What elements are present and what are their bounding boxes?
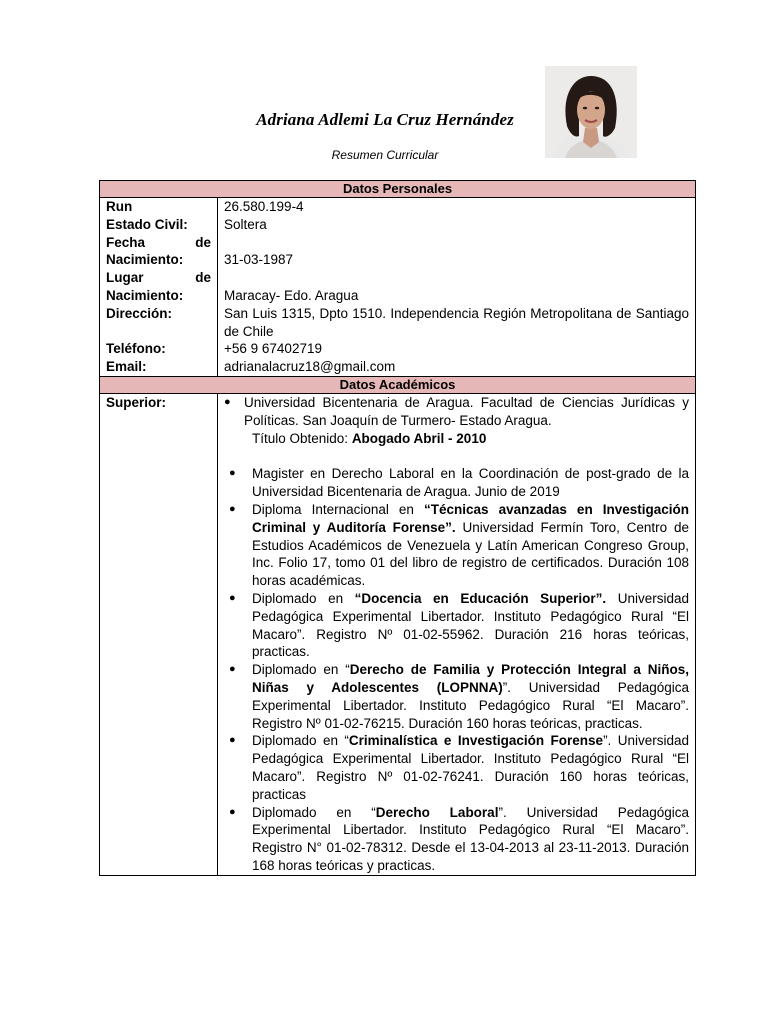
education-text-pre: Diploma Internacional en	[252, 501, 424, 517]
bullet-icon: ●	[224, 395, 231, 408]
education-item	[224, 804, 689, 875]
value-lugar-nacimiento: Maracay- Edo. Aragua	[224, 287, 359, 303]
education-text-post: ”. Universidad Pedagógica Experimental Libertador. Instituto Pedagógico Rural “El Macaro”. Registro Nº 01-02-76215. Duración 160 horas teóricas, practicas.	[252, 679, 690, 731]
education-text-post: ”. Universidad Pedagógica Experimental Libertador. Instituto Pedagógico Rural “El Macaro”. Registro Nº 01-02-76241. Duración 160 horas teóricas, practicas	[252, 733, 690, 802]
education-text-post: Universidad Fermín Toro, Centro de Estudios Académicos de Venezuela y Latín American Congreso Group, Inc. Folio 17, tomo 01 del libro de registro de certificados. Duración 108 horas académicas.	[252, 519, 690, 589]
personal-values	[218, 198, 696, 377]
academic-header-row	[100, 376, 696, 393]
cv-table	[99, 180, 696, 876]
value-run: 26.580.199-4	[224, 199, 304, 214]
label-lugar-line	[106, 269, 211, 287]
label-nacimiento: Nacimiento:	[106, 252, 184, 268]
education-text-post: Universidad Pedagógica Experimental Libertador. Instituto Pedagógico Rural “El Macaro”. Registro Nº 01-02-55962. Duración 216 horas teóricas, practicas.	[252, 590, 690, 660]
section-title-personal: Datos Personales	[100, 181, 696, 198]
education-text: Magister en Derecho Laboral en la Coordinación de post-grado de la Universidad Bicentenaria de Aragua. Junio de 2019	[252, 466, 690, 500]
label-run: Run	[106, 199, 133, 214]
label-fecha-line	[106, 234, 211, 252]
bullet-icon: ●	[229, 467, 236, 480]
label-de: de	[195, 270, 211, 286]
label-lugar: Lugar	[106, 270, 144, 286]
titulo-value: Abogado Abril - 2010	[351, 430, 487, 446]
label-estado-civil: Estado Civil:	[106, 216, 188, 232]
value-email: adrianalacruz18@gmail.com	[224, 359, 396, 375]
education-text-bold: Criminalística e Investigación Forense	[348, 733, 604, 749]
education-item	[224, 501, 689, 590]
candidate-name: Adriana Adlemi La Cruz Hernández	[256, 110, 514, 129]
value-direccion: San Luis 1315, Dpto 1510. Independencia Región Metropolitana de Santiago de Chile	[224, 305, 690, 339]
education-text-pre: Diplomado en “	[252, 662, 350, 678]
education-item	[224, 465, 689, 501]
value-telefono: +56 9 67402719	[224, 341, 322, 357]
label-de: de	[195, 234, 211, 250]
education-text-bold: “Técnicas avanzadas en Investigación Criminal y Auditoría Forense”.	[252, 501, 690, 535]
label-spacer	[106, 323, 211, 341]
education-text: Universidad Bicentenaria de Aragua. Facultad de Ciencias Jurídicas y Políticas. San Joaquín de Turmero- Estado Aragua.	[244, 394, 690, 428]
education-text-bold: “Docencia en Educación Superior”.	[354, 590, 607, 606]
education-text-pre: Diplomado en “	[252, 733, 349, 749]
titulo-prefix: Título Obtenido:	[252, 430, 352, 446]
bullet-icon: ●	[229, 502, 236, 515]
academic-content	[218, 393, 696, 875]
bullet-icon: ●	[229, 734, 236, 747]
academic-data-row	[100, 393, 696, 875]
titulo-line	[244, 430, 689, 448]
label-email: Email:	[106, 359, 147, 375]
list-gap	[224, 447, 689, 465]
bullet-icon: ●	[229, 591, 236, 604]
education-item	[224, 590, 689, 661]
label-lugar-nacimiento: Nacimiento:	[106, 287, 184, 303]
bullet-icon: ●	[229, 663, 236, 676]
education-text-bold: Derecho de Familia y Protección Integral a Niños, Niñas y Adolescentes (LOPNNA)	[252, 662, 690, 695]
education-text-post: ”. Universidad Pedagógica Experimental Libertador. Instituto Pedagógico Rural “El Macaro”. Registro N° 01-02-78312. Desde el 13-04-2013 al 23-11-2013. Duración 168 horas teóricas y practicas.	[252, 804, 690, 873]
section-title-academic: Datos Académicos	[100, 376, 696, 393]
label-telefono: Teléfono:	[106, 341, 166, 357]
education-item	[224, 732, 689, 803]
value-spacer	[224, 269, 689, 287]
education-item	[224, 661, 689, 732]
label-direccion: Dirección:	[106, 305, 173, 321]
label-superior: Superior:	[100, 393, 218, 875]
education-item	[224, 394, 689, 447]
education-text-pre: Diplomado en “	[252, 804, 376, 820]
value-estado-civil: Soltera	[224, 216, 267, 232]
document-subtitle: Resumen Curricular	[331, 148, 439, 162]
value-fecha-nacimiento: 31-03-1987	[224, 252, 294, 268]
personal-labels	[100, 198, 218, 377]
education-text-pre: Diplomado en	[252, 590, 355, 606]
education-text-bold: Derecho Laboral	[375, 804, 499, 820]
label-fecha: Fecha	[106, 234, 146, 250]
value-spacer	[224, 234, 689, 252]
education-list	[224, 394, 689, 875]
bullet-icon: ●	[229, 805, 236, 818]
personal-header-row	[100, 181, 696, 198]
personal-data-row	[100, 198, 696, 377]
